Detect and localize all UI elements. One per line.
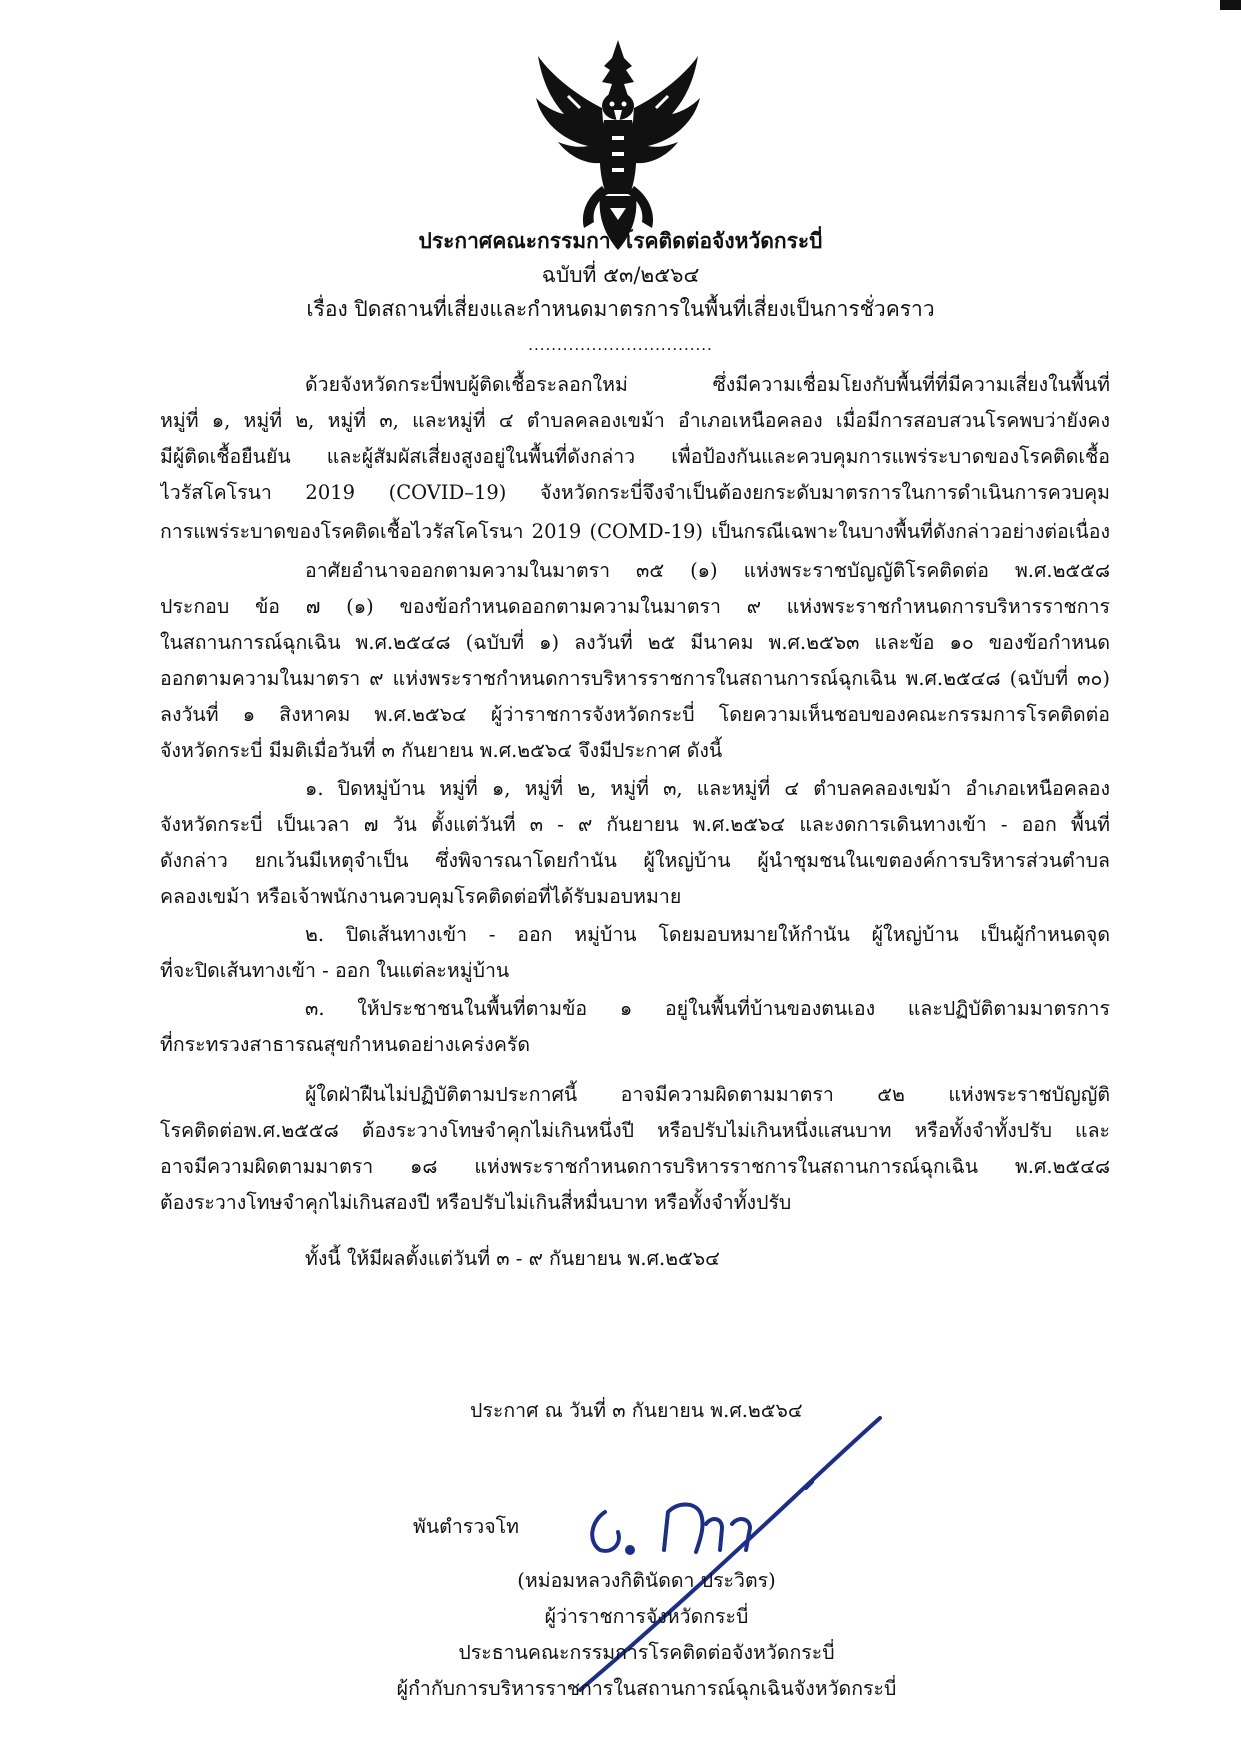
measure-1-line: จังหวัดกระบี่ เป็นเวลา ๗ วัน ตั้งแต่วันที่ ๓ - ๙ กันยายน พ.ศ.๒๕๖๔ และงดการเดินทางเข้า - ออก พื้นที่	[160, 813, 1110, 836]
header-separator: ................................	[528, 336, 713, 354]
intro-line: การแพร่ระบาดของโรคติดเชื้อไวรัสโคโรนา 2019 (COMD-19) เป็นกรณีเฉพาะในบางพื้นที่ดังกล่าวอย่างต่อเนื่อง	[160, 520, 1110, 543]
signer-position: ผู้กำกับการบริหารราชการในสถานการณ์ฉุกเฉินจังหวัดกระบี่	[396, 1677, 897, 1700]
intro-line: ไวรัสโคโรนา 2019 (COVID–19) จังหวัดกระบี่จึงจำเป็นต้องยกระดับมาตรการในการดำเนินการควบคุม	[160, 481, 1110, 504]
measure-2-line: ๒. ปิดเส้นทางเข้า - ออก หมู่บ้าน โดยมอบหมายให้กำนัน ผู้ใหญ่บ้าน เป็นผู้กำหนดจุด	[305, 923, 1110, 946]
penalty-line: โรคติดต่อพ.ศ.๒๕๕๘ ต้องระวางโทษจำคุกไม่เกินหนึ่งปี หรือปรับไม่เกินหนึ่งแสนบาท หรือทั้งจำทั้งปรับ และ	[160, 1119, 1110, 1142]
measure-2-line: ที่จะปิดเส้นทางเข้า - ออก ในแต่ละหมู่บ้าน	[160, 959, 510, 982]
authority-line: อาศัยอำนาจออกตามความในมาตรา ๓๕ (๑) แห่งพระราชบัญญัติโรคติดต่อ พ.ศ.๒๕๕๘	[305, 559, 1110, 582]
issue-number: ฉบับที่ ๕๓/๒๕๖๔	[541, 263, 700, 287]
penalty-line: ต้องระวางโทษจำคุกไม่เกินสองปี หรือปรับไม่เกินสี่หมื่นบาท หรือทั้งจำทั้งปรับ	[160, 1191, 792, 1214]
measure-1-line: คลองเขม้า หรือเจ้าพนักงานควบคุมโรคติดต่อที่ได้รับมอบหมาย	[160, 885, 682, 908]
measure-3-line: ที่กระทรวงสาธารณสุขกำหนดอย่างเคร่งครัด	[160, 1033, 531, 1056]
garuda-emblem-icon	[528, 36, 708, 256]
signer-name: (หม่อมหลวงกิตินัดดา ประวิตร)	[517, 1569, 776, 1592]
scan-corner-mark	[1220, 0, 1241, 10]
penalty-line: อาจมีความผิดตามมาตรา ๑๘ แห่งพระราชกำหนดการบริหารราชการในสถานการณ์ฉุกเฉิน พ.ศ.๒๕๔๘	[160, 1155, 1110, 1178]
signer-rank: พันตำรวจโท	[413, 1515, 519, 1538]
measure-3-line: ๓. ให้ประชาชนในพื้นที่ตามข้อ ๑ อยู่ในพื้นที่บ้านของตนเอง และปฏิบัติตามมาตรการ	[305, 997, 1110, 1020]
authority-line: ลงวันที่ ๑ สิงหาคม พ.ศ.๒๕๖๔ ผู้ว่าราชการจังหวัดกระบี่ โดยความเห็นชอบของคณะกรรมการโรคติดต่อ	[160, 703, 1110, 726]
authority-line: ประกอบ ข้อ ๗ (๑) ของข้อกำหนดออกตามความในมาตรา ๙ แห่งพระราชกำหนดการบริหารราชการ	[160, 595, 1110, 618]
penalty-line: ผู้ใดฝ่าฝืนไม่ปฏิบัติตามประกาศนี้ อาจมีความผิดตามมาตรา ๕๒ แห่งพระราชบัญญัติ	[305, 1083, 1110, 1106]
announcement-date: ประกาศ ณ วันที่ ๓ กันยายน พ.ศ.๒๕๖๔	[470, 1399, 803, 1422]
authority-line: ออกตามความในมาตรา ๙ แห่งพระราชกำหนดการบริหารราชการในสถานการณ์ฉุกเฉิน พ.ศ.๒๕๔๘ (ฉบับที่ ๓๐)	[160, 667, 1110, 690]
announcement-subject: เรื่อง ปิดสถานที่เสี่ยงและกำหนดมาตรการในพื้นที่เสี่ยงเป็นการชั่วคราว	[306, 297, 935, 321]
measure-1-line: ๑. ปิดหมู่บ้าน หมู่ที่ ๑, หมู่ที่ ๒, หมู่ที่ ๓, และหมู่ที่ ๔ ตำบลคลองเขม้า อำเภอเหนือคลอง	[305, 777, 1110, 800]
intro-line: หมู่ที่ ๑, หมู่ที่ ๒, หมู่ที่ ๓, และหมู่ที่ ๔ ตำบลคลองเขม้า อำเภอเหนือคลอง เมื่อมีการสอบสวนโรคพบว่ายังคง	[160, 409, 1110, 432]
measure-1-line: ดังกล่าว ยกเว้นมีเหตุจำเป็น ซึ่งพิจารณาโดยกำนัน ผู้ใหญ่บ้าน ผู้นำชุมชนในเขตองค์การบริหารส่วนตำบล	[160, 849, 1110, 872]
authority-line: ในสถานการณ์ฉุกเฉิน พ.ศ.๒๕๔๘ (ฉบับที่ ๑) ลงวันที่ ๒๕ มีนาคม พ.ศ.๒๕๖๓ และข้อ ๑๐ ของข้อกำหนด	[160, 631, 1110, 654]
signer-position: ผู้ว่าราชการจังหวัดกระบี่	[544, 1605, 749, 1628]
intro-line: มีผู้ติดเชื้อยืนยัน และผู้สัมผัสเสี่ยงสูงอยู่ในพื้นที่ดังกล่าว เพื่อป้องกันและควบคุมการแพร่ระบาดของโรคติดเชื้อ	[160, 445, 1110, 468]
signer-position: ประธานคณะกรรมการโรคติดต่อจังหวัดกระบี่	[458, 1641, 835, 1664]
intro-line: ด้วยจังหวัดกระบี่พบผู้ติดเชื้อระลอกใหม่ ซึ่งมีความเชื่อมโยงกับพื้นที่ที่มีความเสี่ยงในพื้นที่	[305, 373, 1110, 396]
announcement-title: ประกาศคณะกรรมการโรคติดต่อจังหวัดกระบี่	[418, 228, 823, 253]
authority-line: จังหวัดกระบี่ มีมติเมื่อวันที่ ๓ กันยายน พ.ศ.๒๕๖๔ จึงมีประกาศ ดังนี้	[160, 739, 723, 762]
effective-date: ทั้งนี้ ให้มีผลตั้งแต่วันที่ ๓ - ๙ กันยายน พ.ศ.๒๕๖๔	[305, 1247, 720, 1270]
